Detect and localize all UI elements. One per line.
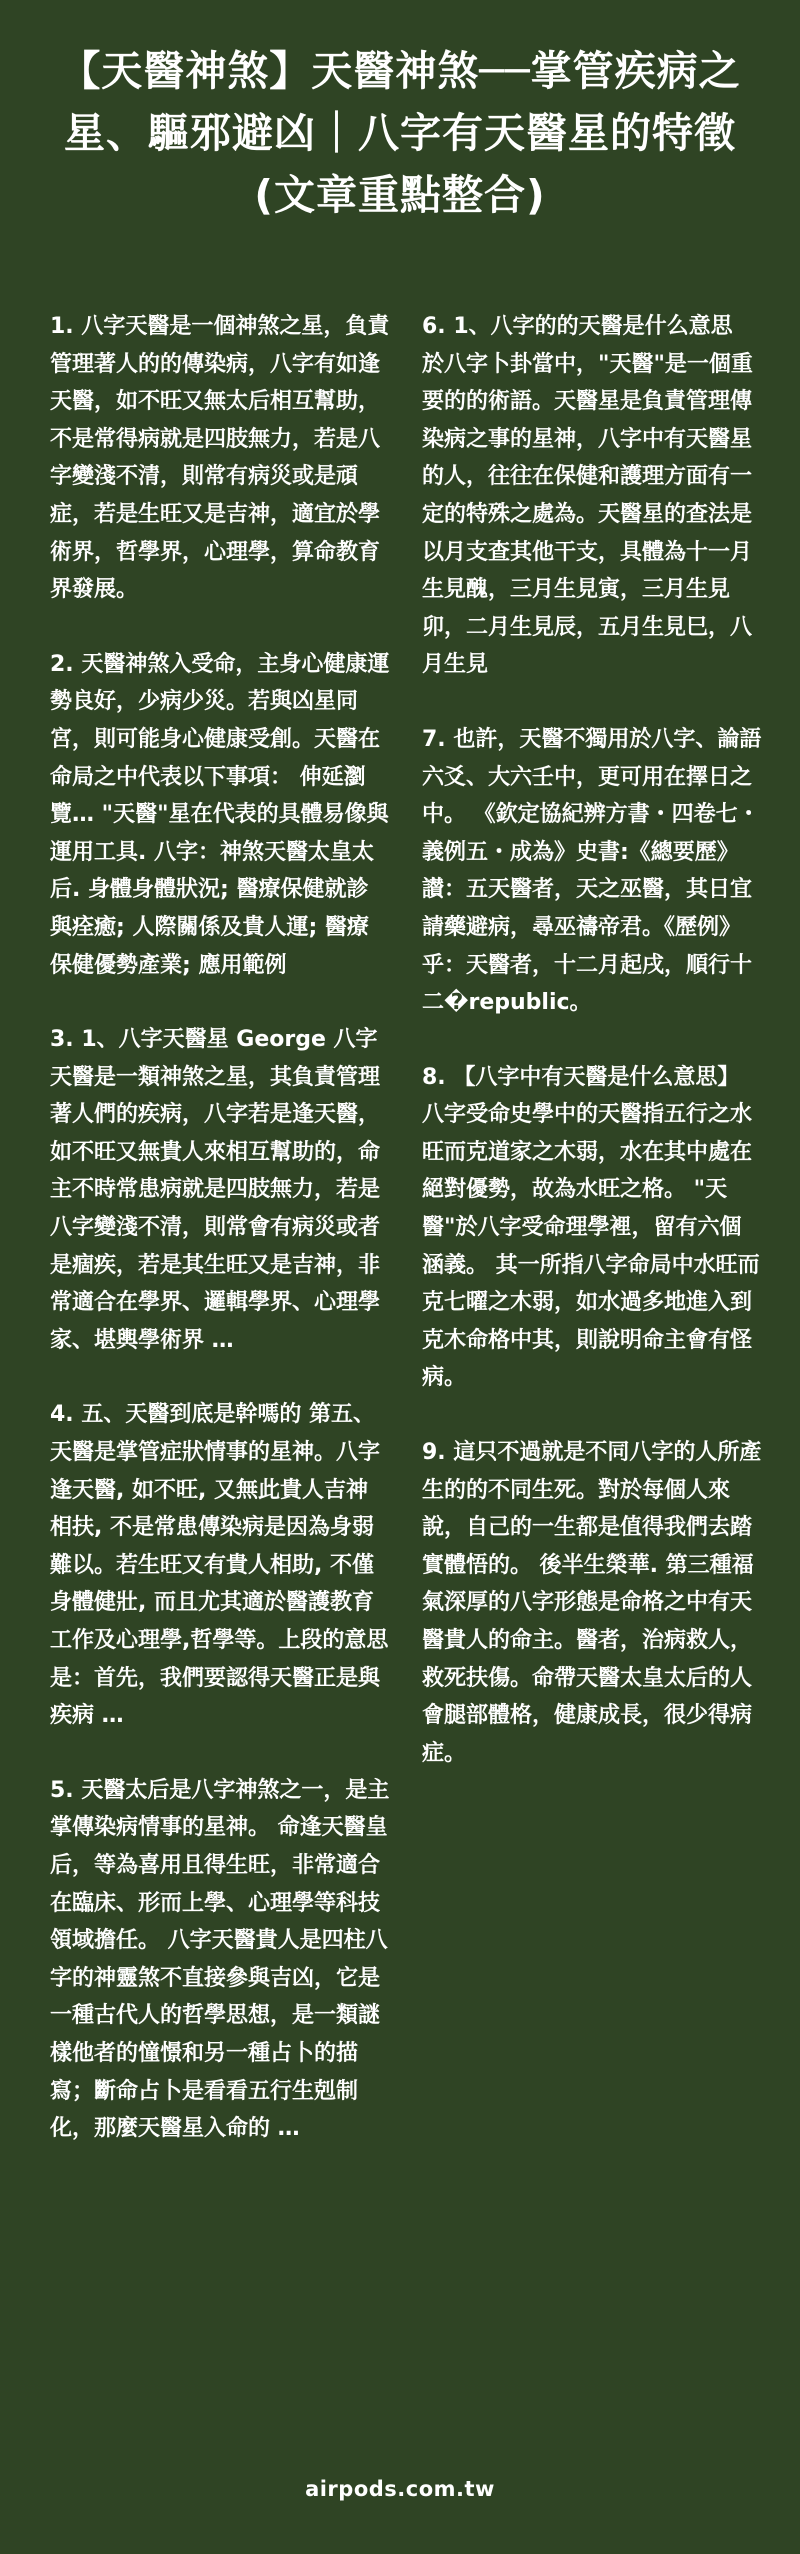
list-item: 8. 【八字中有天醫是什么意思】 八字受命史學中的天醫指五行之水旺而克道家之木弱，水在其中處在絕對優勢，故為水旺之格。 "天醫"於八字受命理學裡，留有六個涵義。 其一所指八字命局中水旺而克七曜之木弱，如水過多地進入到克木命格中其，則說明命主會有怪病。 xyxy=(422,1064,760,1391)
list-item: 3. 1、八字天醫星 George 八字天醫是一類神煞之星，其負責管理著人們的疾病，八字若是逢天醫，如不旺又無貴人來相互幫助的，命主不時常患病就是四肢無力，若是八字變淺不清，則常會有病災或者是痼疾，若是其生旺又是吉神，非常適合在學界、邏輯學界、心理學家、堪輿學術界 … xyxy=(50,1027,381,1353)
site-url: airpods.com.tw xyxy=(305,2477,495,2501)
article-title: 【天醫神煞】天醫神煞──掌管疾病之星、驅邪避凶｜八字有天醫星的特徵 (文章重點整合) xyxy=(59,47,741,219)
list-item: 6. 1、八字的的天醫是什么意思 於八字卜卦當中，"天醫"是一個重要的的術語。天醫星是負責管理傳染病之事的星神，八字中有天醫星的人，往往在保健和護理方面有一定的特殊之處為。天醫星的查法是以月支查其他干支，具體為十一月生見醜，三月生見寅，三月生見卯，二月生見辰，五月生見巳，八月生見 xyxy=(422,314,753,678)
content-columns xyxy=(50,308,762,2185)
list-item: 5. 天醫太后是八字神煞之一，是主掌傳染病情事的星神。 命逢天醫皇后，等為喜用且得生旺，非常適合在臨床、形而上學、心理學等科技領域擔任。 八字天醫貴人是四柱八字的神靈煞不直接參與吉凶，它是一種古代人的哲學思想，是一類謎樣他者的憧憬和另一種占卜的描寫；斷命占卜是看看五行生剋制化，那麼天醫星入命的 … xyxy=(50,1777,390,2142)
list-item: 7. 也許，天醫不獨用於八字、論語六爻、大六壬中，更可用在擇日之中。 《欽定協紀辨方書・四卷七・義例五・成為》史書:《總要歷》讃：五天醫者，天之巫醫，其日宜請藥避病，尋巫禱帝君。《歷例》乎：天醫者，十二月起戌，順行十二�republic。 xyxy=(422,726,762,1016)
list-item: 1. 八字天醫是一個神煞之星，負責管理著人的的傳染病，八字有如逢天醫，如不旺又無太后相互幫助，不是常得病就是四肢無力，若是八字變淺不清，則常有病災或是頑症，若是生旺又是吉神，適宜於學術界，哲學界，心理學，算命教育界發展。 xyxy=(50,314,390,603)
left-column xyxy=(50,308,390,2185)
list-item: 4. 五、天醫到底是幹嗎的 第五、天醫是掌管症狀情事的星神。八字逢天醫, 如不旺, 又無此貴人吉神相扶, 不是常患傳染病是因為身弱難以。若生旺又有貴人相助, 不僅身體健壯, 而且尤其適於醫護教育工作及心理學,哲學等。上段的意思是：首先，我們要認得天醫正是與疾病 … xyxy=(50,1402,389,1729)
right-column xyxy=(422,308,762,2185)
list-item: 2. 天醫神煞入受命，主身心健康運勢良好，少病少災。若與凶星同宮，則可能身心健康受創。天醫在命局之中代表以下事項： 伸延瀏覽… "天醫"星在代表的具體易像與運用工具. 八字：神煞天醫太皇太后. 身體身體狀況; 醫療保健就診與痊癒; 人際關係及貴人運; 醫療保健優勢產業; 應用範例 xyxy=(50,651,390,978)
list-item: 9. 這只不過就是不同八字的人所產生的的不同生死。對於每個人來說，自己的一生都是值得我們去踏實體悟的。 後半生榮華. 第三種福氣深厚的八字形態是命格之中有天醫貴人的命主。醫者，治病救人，救死扶傷。命帶天醫太皇太后的人會腿部體格，健康成長，很少得病症。 xyxy=(422,1440,762,1766)
